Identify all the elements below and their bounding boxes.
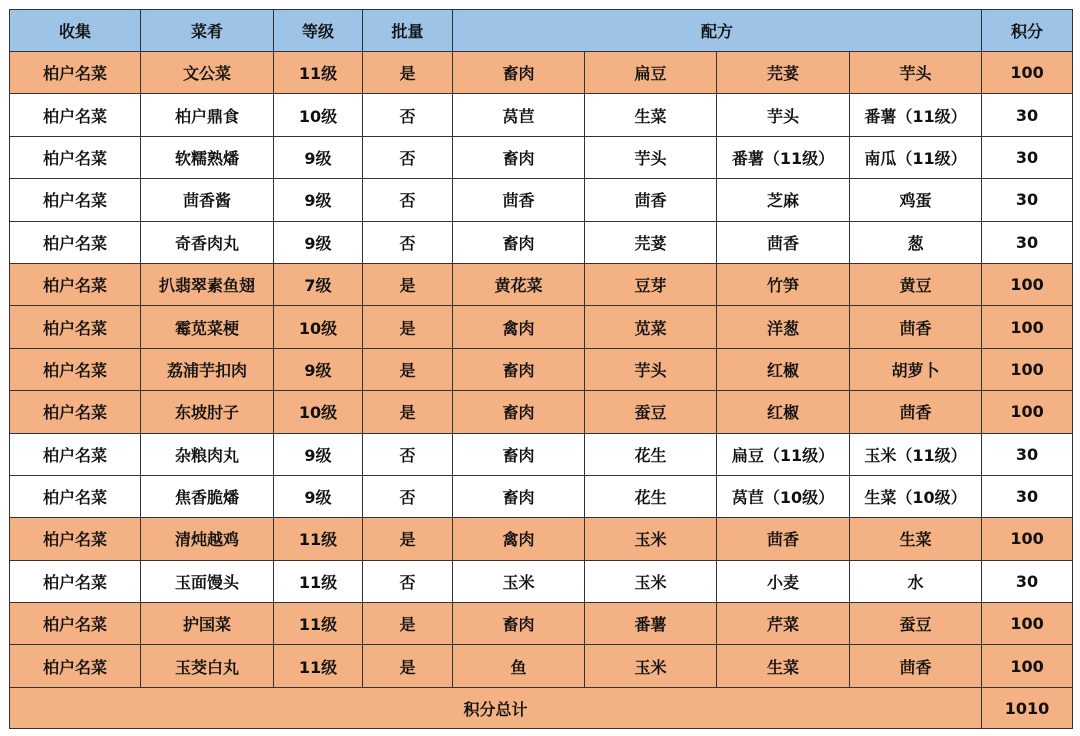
cell-ingredient: 莴苣（10级）	[717, 475, 850, 517]
cell-ingredient: 洋葱	[717, 306, 850, 348]
cell-points: 100	[982, 52, 1073, 94]
table-row	[10, 136, 1073, 178]
cell-batch: 是	[363, 52, 453, 94]
cell-ingredient: 玉米	[585, 518, 717, 560]
cell-ingredient: 番薯（11级）	[717, 136, 850, 178]
table-row	[10, 475, 1073, 517]
cell-ingredient: 生菜	[717, 645, 850, 688]
cell-dish: 玉面馒头	[141, 560, 274, 602]
cell-dish: 茴香酱	[141, 179, 274, 221]
cell-collection: 柏户名菜	[10, 348, 141, 390]
cell-ingredient: 南瓜（11级）	[850, 136, 982, 178]
cell-ingredient: 芋头	[585, 348, 717, 390]
cell-ingredient: 蚕豆	[850, 603, 982, 645]
cell-ingredient: 畜肉	[453, 603, 585, 645]
header-batch: 批量	[363, 10, 453, 52]
table-row	[10, 348, 1073, 390]
header-row	[10, 10, 1073, 52]
cell-batch: 否	[363, 136, 453, 178]
cell-points: 30	[982, 221, 1073, 263]
total-value: 1010	[982, 688, 1073, 729]
table-row	[10, 306, 1073, 348]
cell-ingredient: 芋头	[585, 136, 717, 178]
cell-dish: 文公菜	[141, 52, 274, 94]
cell-ingredient: 芫荽	[585, 221, 717, 263]
cell-points: 100	[982, 348, 1073, 390]
cell-batch: 是	[363, 306, 453, 348]
cell-collection: 柏户名菜	[10, 518, 141, 560]
cell-ingredient: 生菜	[850, 518, 982, 560]
cell-collection: 柏户名菜	[10, 263, 141, 305]
table-row	[10, 179, 1073, 221]
cell-level: 9级	[274, 136, 363, 178]
cell-level: 11级	[274, 560, 363, 602]
cell-level: 11级	[274, 52, 363, 94]
table-row	[10, 221, 1073, 263]
cell-dish: 霉苋菜梗	[141, 306, 274, 348]
cell-ingredient: 豆芽	[585, 263, 717, 305]
cell-ingredient: 畜肉	[453, 136, 585, 178]
cell-dish: 东坡肘子	[141, 391, 274, 433]
cell-ingredient: 畜肉	[453, 433, 585, 475]
cell-level: 11级	[274, 603, 363, 645]
cell-ingredient: 玉米	[585, 645, 717, 688]
cell-level: 11级	[274, 645, 363, 688]
cell-ingredient: 禽肉	[453, 306, 585, 348]
cell-ingredient: 芝麻	[717, 179, 850, 221]
cell-collection: 柏户名菜	[10, 603, 141, 645]
cell-ingredient: 花生	[585, 433, 717, 475]
cell-batch: 否	[363, 475, 453, 517]
cell-ingredient: 红椒	[717, 348, 850, 390]
cell-ingredient: 苋菜	[585, 306, 717, 348]
table-header	[10, 10, 1073, 52]
cell-ingredient: 生菜	[585, 94, 717, 136]
cell-dish: 奇香肉丸	[141, 221, 274, 263]
cell-dish: 荔浦芋扣肉	[141, 348, 274, 390]
cell-ingredient: 水	[850, 560, 982, 602]
cell-level: 9级	[274, 179, 363, 221]
cell-ingredient: 禽肉	[453, 518, 585, 560]
cell-batch: 是	[363, 518, 453, 560]
cell-collection: 柏户名菜	[10, 645, 141, 688]
cell-ingredient: 蚕豆	[585, 391, 717, 433]
cell-ingredient: 花生	[585, 475, 717, 517]
header-dish: 菜肴	[141, 10, 274, 52]
cell-ingredient: 畜肉	[453, 52, 585, 94]
cell-ingredient: 小麦	[717, 560, 850, 602]
cell-dish: 扒翡翠素鱼翅	[141, 263, 274, 305]
cell-batch: 是	[363, 348, 453, 390]
cell-batch: 否	[363, 179, 453, 221]
cell-batch: 是	[363, 645, 453, 688]
cell-collection: 柏户名菜	[10, 433, 141, 475]
cell-ingredient: 茴香	[585, 179, 717, 221]
cell-batch: 是	[363, 263, 453, 305]
cell-ingredient: 番薯	[585, 603, 717, 645]
cell-ingredient: 玉米	[453, 560, 585, 602]
cell-ingredient: 扁豆	[585, 52, 717, 94]
cell-ingredient: 茴香	[850, 391, 982, 433]
table-row	[10, 603, 1073, 645]
cell-ingredient: 畜肉	[453, 391, 585, 433]
cell-level: 10级	[274, 94, 363, 136]
cell-batch: 是	[363, 603, 453, 645]
cell-dish: 清炖越鸡	[141, 518, 274, 560]
table-row	[10, 391, 1073, 433]
cell-dish: 焦香脆燔	[141, 475, 274, 517]
cell-ingredient: 茴香	[850, 645, 982, 688]
header-collection: 收集	[10, 10, 141, 52]
cell-ingredient: 畜肉	[453, 475, 585, 517]
cell-points: 100	[982, 603, 1073, 645]
cell-points: 100	[982, 645, 1073, 688]
cell-level: 10级	[274, 391, 363, 433]
table-body	[10, 52, 1073, 688]
cell-dish: 玉茭白丸	[141, 645, 274, 688]
cell-points: 30	[982, 179, 1073, 221]
cell-level: 11级	[274, 518, 363, 560]
header-level: 等级	[274, 10, 363, 52]
cell-ingredient: 鱼	[453, 645, 585, 688]
cell-ingredient: 畜肉	[453, 348, 585, 390]
table-row	[10, 645, 1073, 688]
cell-ingredient: 扁豆（11级）	[717, 433, 850, 475]
cell-points: 30	[982, 560, 1073, 602]
cell-ingredient: 葱	[850, 221, 982, 263]
cell-collection: 柏户名菜	[10, 52, 141, 94]
table-row	[10, 52, 1073, 94]
table-row	[10, 94, 1073, 136]
table-row	[10, 518, 1073, 560]
cell-ingredient: 玉米（11级）	[850, 433, 982, 475]
cell-collection: 柏户名菜	[10, 221, 141, 263]
cell-ingredient: 莴苣	[453, 94, 585, 136]
cell-ingredient: 芹菜	[717, 603, 850, 645]
cell-ingredient: 鸡蛋	[850, 179, 982, 221]
cell-ingredient: 芫荽	[717, 52, 850, 94]
cell-points: 30	[982, 136, 1073, 178]
cell-dish: 护国菜	[141, 603, 274, 645]
cell-ingredient: 芋头	[717, 94, 850, 136]
recipe-points-table	[9, 9, 1073, 729]
table-row	[10, 263, 1073, 305]
cell-ingredient: 黄豆	[850, 263, 982, 305]
table-row	[10, 560, 1073, 602]
cell-ingredient: 竹笋	[717, 263, 850, 305]
header-recipe: 配方	[453, 10, 982, 52]
table-footer	[10, 688, 1073, 729]
table-row	[10, 433, 1073, 475]
cell-points: 30	[982, 94, 1073, 136]
cell-batch: 否	[363, 94, 453, 136]
cell-ingredient: 茴香	[717, 518, 850, 560]
cell-collection: 柏户名菜	[10, 475, 141, 517]
cell-level: 9级	[274, 348, 363, 390]
cell-level: 9级	[274, 433, 363, 475]
cell-ingredient: 黄花菜	[453, 263, 585, 305]
cell-batch: 否	[363, 560, 453, 602]
cell-collection: 柏户名菜	[10, 306, 141, 348]
header-points: 积分	[982, 10, 1073, 52]
cell-batch: 否	[363, 433, 453, 475]
cell-ingredient: 茴香	[453, 179, 585, 221]
cell-ingredient: 畜肉	[453, 221, 585, 263]
cell-ingredient: 玉米	[585, 560, 717, 602]
cell-collection: 柏户名菜	[10, 560, 141, 602]
cell-collection: 柏户名菜	[10, 179, 141, 221]
cell-collection: 柏户名菜	[10, 136, 141, 178]
cell-points: 30	[982, 475, 1073, 517]
cell-ingredient: 茴香	[850, 306, 982, 348]
cell-points: 100	[982, 518, 1073, 560]
cell-collection: 柏户名菜	[10, 391, 141, 433]
cell-batch: 是	[363, 391, 453, 433]
total-label: 积分总计	[10, 688, 982, 729]
total-row	[10, 688, 1073, 729]
cell-level: 9级	[274, 221, 363, 263]
cell-ingredient: 胡萝卜	[850, 348, 982, 390]
cell-ingredient: 生菜（10级）	[850, 475, 982, 517]
cell-dish: 软糯熟燔	[141, 136, 274, 178]
cell-ingredient: 茴香	[717, 221, 850, 263]
cell-level: 7级	[274, 263, 363, 305]
cell-dish: 杂粮肉丸	[141, 433, 274, 475]
cell-points: 100	[982, 391, 1073, 433]
cell-level: 10级	[274, 306, 363, 348]
cell-points: 100	[982, 263, 1073, 305]
cell-points: 30	[982, 433, 1073, 475]
cell-collection: 柏户名菜	[10, 94, 141, 136]
cell-ingredient: 芋头	[850, 52, 982, 94]
cell-level: 9级	[274, 475, 363, 517]
cell-ingredient: 红椒	[717, 391, 850, 433]
cell-points: 100	[982, 306, 1073, 348]
cell-ingredient: 番薯（11级）	[850, 94, 982, 136]
cell-dish: 柏户鼎食	[141, 94, 274, 136]
cell-batch: 否	[363, 221, 453, 263]
